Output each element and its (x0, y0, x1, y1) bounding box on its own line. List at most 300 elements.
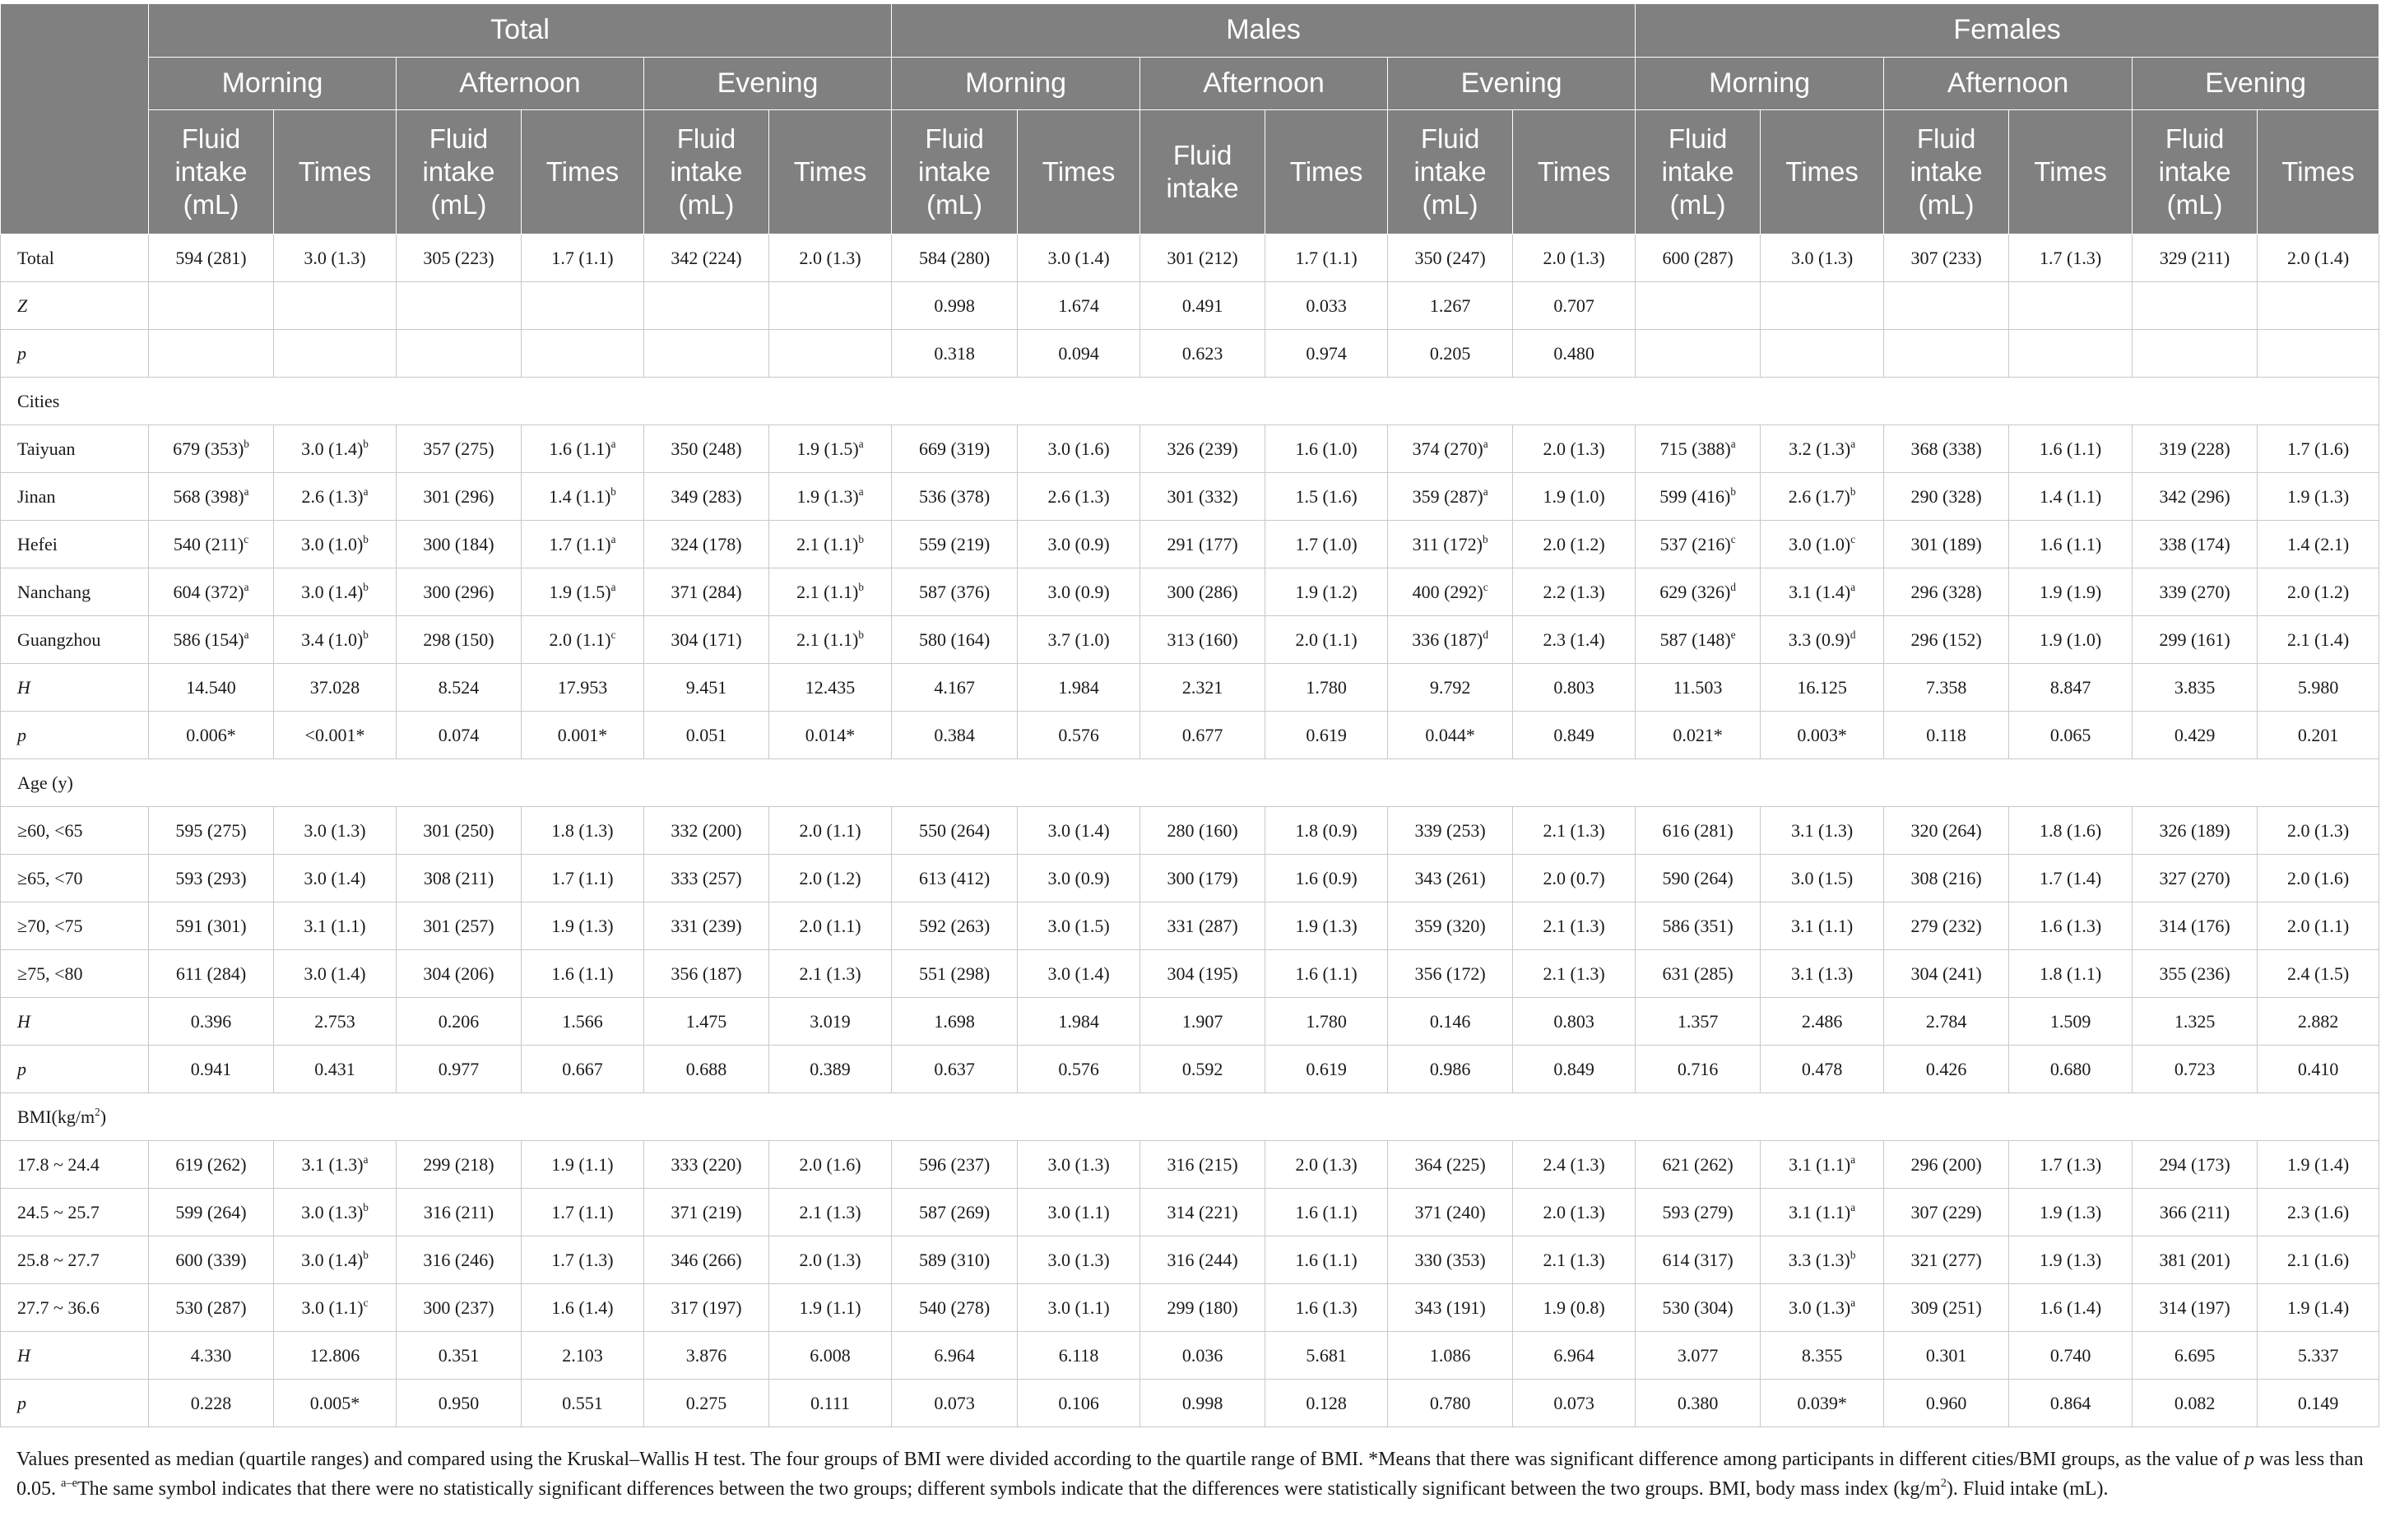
table-cell: 1.7 (1.3) (2009, 234, 2133, 282)
table-cell: 0.033 (1265, 282, 1388, 330)
table-cell: 3.0 (1.4) (1018, 234, 1140, 282)
table-cell (1884, 330, 2009, 378)
table-cell: 551 (298) (892, 950, 1018, 998)
header-fluid-intake: Fluid intake (mL) (644, 110, 769, 234)
table-cell: 400 $(292)^c$ (1388, 568, 1513, 616)
table-cell: 1.9 (1.0) (1513, 473, 1636, 521)
table-cell: 304 (195) (1140, 950, 1265, 998)
table-cell (644, 330, 769, 378)
table-cell: 0.396 (149, 998, 274, 1046)
table-cell: 1.6 $(1.1)^a$ (522, 425, 644, 473)
table-cell: 371 (240) (1388, 1189, 1513, 1236)
table-cell: 0.619 (1265, 1046, 1388, 1093)
table-cell: 3.0 (0.9) (1018, 855, 1140, 902)
row-label: ≥60, <65 (1, 807, 149, 855)
table-row (1, 807, 2379, 855)
header-fluid-intake: Fluid intake (mL) (397, 110, 522, 234)
table-cell: 0.201 (2258, 712, 2379, 759)
table-cell: 629 $(326)^d$ (1636, 568, 1761, 616)
table-cell: 0.128 (1265, 1380, 1388, 1427)
table-cell: 1.7 (1.3) (522, 1236, 644, 1284)
table-cell: 530 (287) (149, 1284, 274, 1332)
table-cell: 3.3 $(0.9)^d$ (1761, 616, 1884, 664)
table-row (1, 855, 2379, 902)
table-cell: 1.780 (1265, 664, 1388, 712)
table-cell: 537 $(216)^c$ (1636, 521, 1761, 568)
table-cell: 12.435 (769, 664, 892, 712)
table-cell: 0.480 (1513, 330, 1636, 378)
table-cell: 1.9 (1.3) (2009, 1236, 2133, 1284)
table-row (1, 1380, 2379, 1427)
table-row (1, 950, 2379, 998)
table-cell: 1.475 (644, 998, 769, 1046)
table-cell: 3.835 (2133, 664, 2258, 712)
table-cell: 0.849 (1513, 1046, 1636, 1093)
row-label: Guangzhou (1, 616, 149, 664)
table-cell: 0.998 (892, 282, 1018, 330)
header-period-evening: Evening (644, 58, 892, 110)
table-cell: 3.0 (1.3) (1018, 1141, 1140, 1189)
table-cell: <0.001* (274, 712, 397, 759)
table-cell: 1.9 $(1.5)^a$ (769, 425, 892, 473)
table-cell: 1.9 (1.3) (1265, 902, 1388, 950)
table-cell: 374 $(270)^a$ (1388, 425, 1513, 473)
table-cell: 0.065 (2009, 712, 2133, 759)
row-label: p (1, 1380, 149, 1427)
row-label: ≥75, <80 (1, 950, 149, 998)
table-cell: 1.7 (1.6) (2258, 425, 2379, 473)
table-cell: 1.9 (1.4) (2258, 1141, 2379, 1189)
table-cell (274, 330, 397, 378)
table-cell: 294 (173) (2133, 1141, 2258, 1189)
table-cell: 333 (257) (644, 855, 769, 902)
table-cell: 3.0 $(1.3)^b$ (274, 1189, 397, 1236)
row-label: Total (1, 234, 149, 282)
table-cell: 594 (281) (149, 234, 274, 282)
table-cell (397, 282, 522, 330)
table-cell: 5.337 (2258, 1332, 2379, 1380)
table-cell: 2.0 (1.3) (1513, 1189, 1636, 1236)
table-cell: 600 (287) (1636, 234, 1761, 282)
table-cell (644, 282, 769, 330)
table-cell: 0.977 (397, 1046, 522, 1093)
table-cell: 0.688 (644, 1046, 769, 1093)
table-cell: 1.267 (1388, 282, 1513, 330)
table-cell: 631 (285) (1636, 950, 1761, 998)
table-cell (1636, 282, 1761, 330)
table-cell: 1.6 (1.1) (2009, 425, 2133, 473)
table-cell (1636, 330, 1761, 378)
table-cell: 1.6 (1.0) (1265, 425, 1388, 473)
table-cell: 587 $(148)^e$ (1636, 616, 1761, 664)
table-cell: 2.0 (1.6) (769, 1141, 892, 1189)
table-cell: 3.0 $(1.3)^a$ (1761, 1284, 1884, 1332)
table-cell: 9.451 (644, 664, 769, 712)
row-label: 24.5 ~ 25.7 (1, 1189, 149, 1236)
table-cell: 1.9 $(1.5)^a$ (522, 568, 644, 616)
row-label: 17.8 ~ 24.4 (1, 1141, 149, 1189)
table-cell: 1.509 (2009, 998, 2133, 1046)
table-cell (522, 282, 644, 330)
table-cell: 0.351 (397, 1332, 522, 1380)
table-cell: 300 (296) (397, 568, 522, 616)
table-cell: 314 (176) (2133, 902, 2258, 950)
table-cell: 350 (248) (644, 425, 769, 473)
header-times: Times (1018, 110, 1140, 234)
table-cell: 6.118 (1018, 1332, 1140, 1380)
table-cell: 6.695 (2133, 1332, 2258, 1380)
table-cell: 331 (287) (1140, 902, 1265, 950)
table-cell: 3.1 (1.3) (1761, 807, 1884, 855)
table-cell (2133, 330, 2258, 378)
table-cell: 604 $(372)^a$ (149, 568, 274, 616)
header-times: Times (1513, 110, 1636, 234)
table-cell (522, 330, 644, 378)
table-cell: 0.431 (274, 1046, 397, 1093)
table-cell: 2.0 (1.3) (769, 234, 892, 282)
table-cell (769, 330, 892, 378)
table-cell: 301 (257) (397, 902, 522, 950)
table-cell: 1.5 (1.6) (1265, 473, 1388, 521)
table-cell: 3.0 (1.3) (1018, 1236, 1140, 1284)
table-cell: 0.206 (397, 998, 522, 1046)
table-cell: 0.478 (1761, 1046, 1884, 1093)
table-cell: 342 (224) (644, 234, 769, 282)
header-period-evening: Evening (2133, 58, 2379, 110)
table-cell: 3.0 $(1.1)^c$ (274, 1284, 397, 1332)
header-times: Times (1761, 110, 1884, 234)
header-times: Times (769, 110, 892, 234)
table-cell: 0.036 (1140, 1332, 1265, 1380)
table-cell: 1.566 (522, 998, 644, 1046)
header-times: Times (2009, 110, 2133, 234)
table-cell: 3.1 (1.3) (1761, 950, 1884, 998)
table-cell: 316 (244) (1140, 1236, 1265, 1284)
table-cell: 2.1 (1.3) (1513, 902, 1636, 950)
table-cell: 331 (239) (644, 902, 769, 950)
table-cell: 301 (189) (1884, 521, 2009, 568)
header-group-males: Males (892, 4, 1636, 58)
table-row (1, 1236, 2379, 1284)
header-fluid-intake: Fluid intake (mL) (2133, 110, 2258, 234)
table-cell: 3.0 $(1.4)^b$ (274, 1236, 397, 1284)
table-cell: 12.806 (274, 1332, 397, 1380)
table-cell: 0.275 (644, 1380, 769, 1427)
table-cell: 2.486 (1761, 998, 1884, 1046)
row-label: Taiyuan (1, 425, 149, 473)
table-cell: 0.001* (522, 712, 644, 759)
table-cell: 1.6 (1.1) (1265, 950, 1388, 998)
table-cell: 0.803 (1513, 664, 1636, 712)
table-cell (274, 282, 397, 330)
table-cell: 324 (178) (644, 521, 769, 568)
table-cell: 2.103 (522, 1332, 644, 1380)
table-cell: 368 (338) (1884, 425, 2009, 473)
table-cell: 336 $(187)^d$ (1388, 616, 1513, 664)
table-footnote: Values presented as median (quartile ranges) and compared using the Kruskal–Wallis H test. The four groups of BMI were divided according to the quartile range of BMI. *Means that there was significant difference among participants in different cities/BMI groups, as the value of p was less than 0.05. $^{a-e}$The same symbol indicates that there were no statistically significant differences between the two groups; different symbols indicate that the differences were statistically significant between the two groups. BMI, body mass index $(kg/m^2)$. Fluid intake (mL). (16, 1449, 2364, 1500)
table-cell: 3.876 (644, 1332, 769, 1380)
table-cell: 1.7 (1.1) (522, 234, 644, 282)
table-cell: 2.0 (1.6) (2258, 855, 2379, 902)
table-cell: 0.111 (769, 1380, 892, 1427)
table-row (1, 664, 2379, 712)
table-cell: 0.082 (2133, 1380, 2258, 1427)
table-cell: 1.8 (1.1) (2009, 950, 2133, 998)
table-cell: 366 (211) (2133, 1189, 2258, 1236)
table-cell: 0.677 (1140, 712, 1265, 759)
header-fluid-intake: Fluid intake (mL) (1636, 110, 1761, 234)
table-cell: 1.9 (1.3) (522, 902, 644, 950)
table-cell: 6.964 (1513, 1332, 1636, 1380)
row-label: 25.8 ~ 27.7 (1, 1236, 149, 1284)
table-cell: 1.086 (1388, 1332, 1513, 1380)
table-cell: 2.1 (1.3) (1513, 1236, 1636, 1284)
table-cell: 1.984 (1018, 664, 1140, 712)
table-cell: 0.637 (892, 1046, 1018, 1093)
table-cell: 346 (266) (644, 1236, 769, 1284)
table-cell: 0.118 (1884, 712, 2009, 759)
table-cell: 621 (262) (1636, 1141, 1761, 1189)
section-label: Cities (1, 378, 2379, 425)
table-cell: 559 (219) (892, 521, 1018, 568)
table-cell: 2.1 $(1.1)^b$ (769, 521, 892, 568)
table-cell: 301 (212) (1140, 234, 1265, 282)
table-cell: 613 (412) (892, 855, 1018, 902)
table-cell: 0.073 (892, 1380, 1018, 1427)
table-cell: 326 (239) (1140, 425, 1265, 473)
table-cell: 3.3 $(1.3)^b$ (1761, 1236, 1884, 1284)
table-cell: 0.576 (1018, 1046, 1140, 1093)
table-cell: 586 $(154)^a$ (149, 616, 274, 664)
table-cell: 0.723 (2133, 1046, 2258, 1093)
table-body (1, 234, 2379, 1427)
table-cell: 0.960 (1884, 1380, 2009, 1427)
table-cell: 3.1 $(1.1)^a$ (1761, 1189, 1884, 1236)
table-cell: 1.6 (1.1) (1265, 1236, 1388, 1284)
table-row (1, 712, 2379, 759)
table-cell: 3.4 $(1.0)^b$ (274, 616, 397, 664)
table-cell: 1.4 (1.1) (2009, 473, 2133, 521)
table-cell: 1.9 (1.1) (522, 1141, 644, 1189)
table-cell: 2.4 (1.3) (1513, 1141, 1636, 1189)
table-cell: 590 (264) (1636, 855, 1761, 902)
table-cell: 8.355 (1761, 1332, 1884, 1380)
table-row (1, 1046, 2379, 1093)
table-row (1, 998, 2379, 1046)
table-cell: 0.974 (1265, 330, 1388, 378)
table-cell: 0.106 (1018, 1380, 1140, 1427)
table-cell: 3.0 (1.3) (274, 807, 397, 855)
table-cell: 359 $(287)^a$ (1388, 473, 1513, 521)
table-cell: 2.6 $(1.7)^b$ (1761, 473, 1884, 521)
table-cell: 0.149 (2258, 1380, 2379, 1427)
table-cell: 0.051 (644, 712, 769, 759)
table-cell: 1.674 (1018, 282, 1140, 330)
table-cell: 3.1 $(1.3)^a$ (274, 1141, 397, 1189)
table-cell: 0.998 (1140, 1380, 1265, 1427)
table-cell: 1.9 (1.3) (2258, 473, 2379, 521)
table-cell: 0.803 (1513, 998, 1636, 1046)
header-period-morning: Morning (149, 58, 397, 110)
table-cell: 1.9 (1.4) (2258, 1284, 2379, 1332)
row-label: p (1, 330, 149, 378)
table-cell: 1.9 (1.9) (2009, 568, 2133, 616)
table-cell: 7.358 (1884, 664, 2009, 712)
table-cell: 1.357 (1636, 998, 1761, 1046)
table-cell: 299 (180) (1140, 1284, 1265, 1332)
table-cell: 308 (211) (397, 855, 522, 902)
table-cell: 2.321 (1140, 664, 1265, 712)
table-row (1, 1141, 2379, 1189)
table-cell: 0.410 (2258, 1046, 2379, 1093)
table-cell: 320 (264) (1884, 807, 2009, 855)
table-cell: 1.4 (2.1) (2258, 521, 2379, 568)
header-group-total: Total (149, 4, 892, 58)
table-cell: 1.9 $(1.3)^a$ (769, 473, 892, 521)
table-cell (2009, 330, 2133, 378)
table-cell: 2.753 (274, 998, 397, 1046)
table-cell: 359 (320) (1388, 902, 1513, 950)
table-cell: 316 (215) (1140, 1141, 1265, 1189)
table-cell: 0.941 (149, 1046, 274, 1093)
table-cell: 587 (376) (892, 568, 1018, 616)
row-label: Hefei (1, 521, 149, 568)
table-cell: 1.6 (1.1) (2009, 521, 2133, 568)
table-cell: 0.849 (1513, 712, 1636, 759)
table-cell: 3.0 $(1.0)^b$ (274, 521, 397, 568)
table-cell: 3.7 (1.0) (1018, 616, 1140, 664)
table-cell: 591 (301) (149, 902, 274, 950)
table-cell: 4.330 (149, 1332, 274, 1380)
table-cell: 1.6 (1.4) (522, 1284, 644, 1332)
table-cell: 6.964 (892, 1332, 1018, 1380)
table-cell: 2.784 (1884, 998, 2009, 1046)
table-cell: 0.426 (1884, 1046, 2009, 1093)
table-cell: 2.0 (1.3) (1265, 1141, 1388, 1189)
table-row (1, 568, 2379, 616)
header-times: Times (1265, 110, 1388, 234)
table-cell: 0.073 (1513, 1380, 1636, 1427)
table-cell: 1.698 (892, 998, 1018, 1046)
table-cell: 5.681 (1265, 1332, 1388, 1380)
table-cell: 1.6 (0.9) (1265, 855, 1388, 902)
table-cell: 0.592 (1140, 1046, 1265, 1093)
table-cell: 540 (278) (892, 1284, 1018, 1332)
table-cell: 1.9 (1.0) (2009, 616, 2133, 664)
table-cell: 2.882 (2258, 998, 2379, 1046)
table-cell (397, 330, 522, 378)
table-cell: 3.019 (769, 998, 892, 1046)
table-cell: 2.0 (0.7) (1513, 855, 1636, 902)
table-cell: 0.380 (1636, 1380, 1761, 1427)
row-label: p (1, 1046, 149, 1093)
table-cell: 1.9 (1.2) (1265, 568, 1388, 616)
header-period-afternoon: Afternoon (397, 58, 644, 110)
table-cell: 356 (172) (1388, 950, 1513, 998)
table-cell: 595 (275) (149, 807, 274, 855)
table-cell: 0.623 (1140, 330, 1265, 378)
table-cell: 11.503 (1636, 664, 1761, 712)
table-cell: 301 (296) (397, 473, 522, 521)
table-cell: 0.551 (522, 1380, 644, 1427)
table-row (1, 521, 2379, 568)
table-cell: 332 (200) (644, 807, 769, 855)
table-cell: 3.0 $(1.4)^b$ (274, 425, 397, 473)
table-cell: 3.0 (1.4) (1018, 950, 1140, 998)
table-cell: 1.7 (1.3) (2009, 1141, 2133, 1189)
table-cell: 614 (317) (1636, 1236, 1761, 1284)
table-cell: 3.1 $(1.4)^a$ (1761, 568, 1884, 616)
table-cell: 1.9 (0.8) (1513, 1284, 1636, 1332)
table-cell: 530 (304) (1636, 1284, 1761, 1332)
header-fluid-intake: Fluid intake (1140, 110, 1265, 234)
table-cell: 2.0 (1.2) (2258, 568, 2379, 616)
table-cell: 536 (378) (892, 473, 1018, 521)
header-period-evening: Evening (1388, 58, 1636, 110)
table-cell: 0.716 (1636, 1046, 1761, 1093)
table-cell: 3.0 (0.9) (1018, 568, 1140, 616)
table-cell: 37.028 (274, 664, 397, 712)
header-corner (1, 4, 149, 234)
table-cell: 0.986 (1388, 1046, 1513, 1093)
table-cell: 6.008 (769, 1332, 892, 1380)
table-cell: 290 (328) (1884, 473, 2009, 521)
table-cell: 0.389 (769, 1046, 892, 1093)
section-label: $BMI(kg/m^2)$ (1, 1093, 2379, 1141)
table-cell: 0.950 (397, 1380, 522, 1427)
table-cell: 1.325 (2133, 998, 2258, 1046)
data-table (0, 3, 2379, 1427)
table-cell: 2.6 (1.3) (1018, 473, 1140, 521)
header-period-afternoon: Afternoon (1140, 58, 1388, 110)
table-cell: 1.7 (1.1) (522, 1189, 644, 1236)
table-cell: 2.0 (1.2) (769, 855, 892, 902)
table-cell: 600 (339) (149, 1236, 274, 1284)
table-cell: 568 $(398)^a$ (149, 473, 274, 521)
table-cell: 326 (189) (2133, 807, 2258, 855)
header-times: Times (2258, 110, 2379, 234)
table-cell: 0.006* (149, 712, 274, 759)
table-row (1, 330, 2379, 378)
header-fluid-intake: Fluid intake (mL) (149, 110, 274, 234)
table-cell: 3.0 $(1.4)^b$ (274, 568, 397, 616)
table-cell: 592 (263) (892, 902, 1018, 950)
table-cell: 0.044* (1388, 712, 1513, 759)
table-cell: 1.6 (1.1) (1265, 1189, 1388, 1236)
table-cell: 319 (228) (2133, 425, 2258, 473)
table-cell: 350 (247) (1388, 234, 1513, 282)
header-period-morning: Morning (1636, 58, 1884, 110)
table-row (1, 616, 2379, 664)
table-cell: 327 (270) (2133, 855, 2258, 902)
table-cell: 1.6 (1.3) (2009, 902, 2133, 950)
table-cell: 342 (296) (2133, 473, 2258, 521)
table-cell: 2.1 (1.3) (769, 1189, 892, 1236)
table-cell: 296 (152) (1884, 616, 2009, 664)
table-cell: 2.1 $(1.1)^b$ (769, 568, 892, 616)
table-cell: 616 (281) (1636, 807, 1761, 855)
table-cell: 339 (253) (1388, 807, 1513, 855)
table-cell: 0.680 (2009, 1046, 2133, 1093)
table-cell: 8.847 (2009, 664, 2133, 712)
table-cell: 1.7 (1.1) (1265, 234, 1388, 282)
table-cell: 0.780 (1388, 1380, 1513, 1427)
table-cell: 343 (261) (1388, 855, 1513, 902)
table-cell: 3.0 $(1.0)^c$ (1761, 521, 1884, 568)
table-cell: 0.146 (1388, 998, 1513, 1046)
table-cell: 2.0 (1.3) (769, 1236, 892, 1284)
table-cell: 296 (328) (1884, 568, 2009, 616)
